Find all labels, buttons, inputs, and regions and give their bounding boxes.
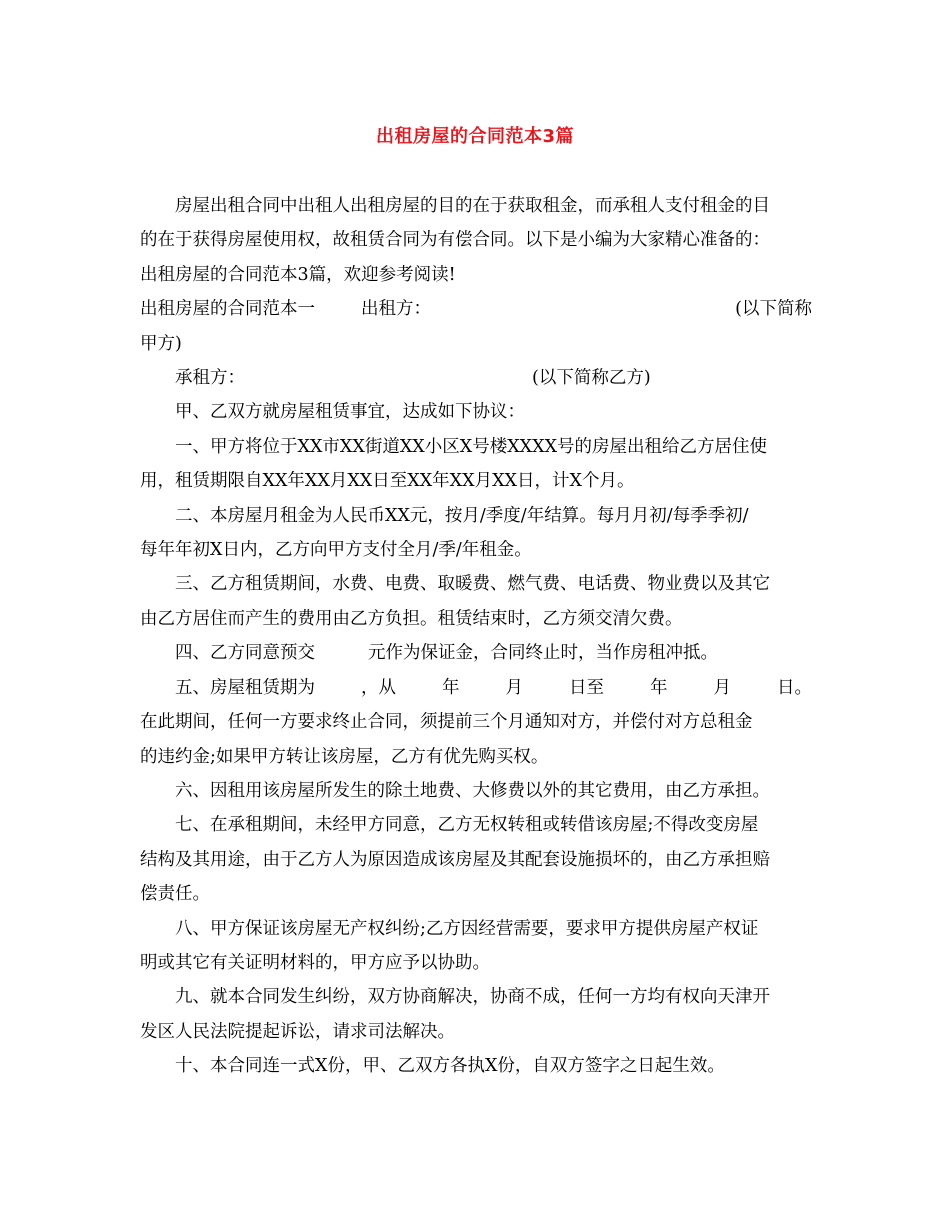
lessee-suffix: (以下简称乙方) [532, 368, 651, 389]
clause-9-line-1: 九、就本合同发生纠纷，双方协商解决，协商不成，任何一方均有权向天津开 [175, 987, 770, 1008]
lessor-suffix: (以下简称 [735, 299, 812, 320]
clause-2-line-2: 每年年初X日内，乙方向甲方支付全月/季/年租金。 [140, 540, 532, 561]
lessee-row [140, 361, 812, 395]
clause-5-line-3: 的违约金;如果甲方转让该房屋，乙方有优先购买权。 [140, 746, 549, 767]
clause-3-line-2: 由乙方居住而产生的费用由乙方负担。租赁结束时，乙方须交清欠费。 [140, 608, 683, 629]
clause-3-line-1: 三、乙方租赁期间，水费、电费、取暖费、燃气费、电话费、物业费以及其它 [175, 574, 770, 595]
clause-7-line-1: 七、在承租期间，未经甲方同意，乙方无权转租或转借该房屋;不得改变房屋 [175, 815, 759, 836]
intro-line-3: 出租房屋的合同范本3篇，欢迎参考阅读! [140, 264, 456, 285]
lessor-row [140, 292, 812, 326]
clause-9-line-2: 发区人民法院提起诉讼，请求司法解决。 [140, 1021, 455, 1042]
clause-5-part: 月 [713, 677, 731, 698]
clause-7-line-2: 结构及其用途，由于乙方人为原因造成该房屋及其配套设施损坏的，由乙方承担赔 [140, 849, 770, 870]
lessor-label: 出租方： [361, 299, 431, 320]
clause-5-part: 五、房屋租赁期为 [175, 677, 315, 698]
lessor-suffix-cont: 甲方) [140, 333, 182, 354]
clause-5-line-1 [140, 671, 812, 705]
clause-5-part: 日。 [777, 677, 812, 698]
agreement-intro: 甲、乙双方就房屋租赁事宜，达成如下协议： [175, 402, 525, 423]
clause-2-line-1: 二、本房屋月租金为人民币XX元，按月/季度/年结算。每月月初/每季季初/ [175, 505, 749, 526]
document-title: 出租房屋的合同范本3篇 [375, 126, 575, 147]
clause-10: 十、本合同连一式X份，甲、乙双方各执X份，自双方签字之日起生效。 [175, 1056, 725, 1077]
clause-5-line-2: 在此期间，任何一方要求终止合同，须提前三个月通知对方，并偿付对方总租金 [140, 712, 753, 733]
lessee-label: 承租方： [175, 368, 245, 389]
document-body [140, 189, 812, 1084]
sample1-heading: 出租房屋的合同范本一 [140, 299, 315, 320]
clause-5-part: ，从 [361, 677, 396, 698]
clause-4-part-b: 元作为保证金，合同终止时，当作房租冲抵。 [368, 643, 718, 664]
clause-4 [140, 636, 812, 670]
lessor-left [140, 292, 431, 326]
clause-5-part: 年 [650, 677, 668, 698]
clause-8-line-2: 明或其它有关证明材料的，甲方应予以协助。 [140, 952, 490, 973]
clause-4-part-a: 四、乙方同意预交 [175, 643, 315, 664]
clause-7-line-3: 偿责任。 [140, 884, 210, 905]
clause-1-line-1: 一、甲方将位于XX市XX街道XX小区X号楼XXXX号的房屋出租给乙方居住使 [175, 436, 768, 457]
clause-6: 六、因租用该房屋所发生的除土地费、大修费以外的其它费用，由乙方承担。 [175, 780, 770, 801]
clause-1-line-2: 用，租赁期限自XX年XX月XX日至XX年XX月XX日，计X个月。 [140, 471, 635, 492]
clause-5-part: 年 [442, 677, 460, 698]
clause-5-part: 日至 [569, 677, 604, 698]
clause-5-part: 月 [505, 677, 523, 698]
clause-8-line-1: 八、甲方保证该房屋无产权纠纷;乙方因经营需要，要求甲方提供房屋产权证 [175, 918, 759, 939]
intro-line-2: 的在于获得房屋使用权，故租赁合同为有偿合同。以下是小编为大家精心准备的： [140, 230, 770, 251]
intro-line-1: 房屋出租合同中出租人出租房屋的目的在于获取租金，而承租人支付租金的目 [175, 196, 770, 216]
